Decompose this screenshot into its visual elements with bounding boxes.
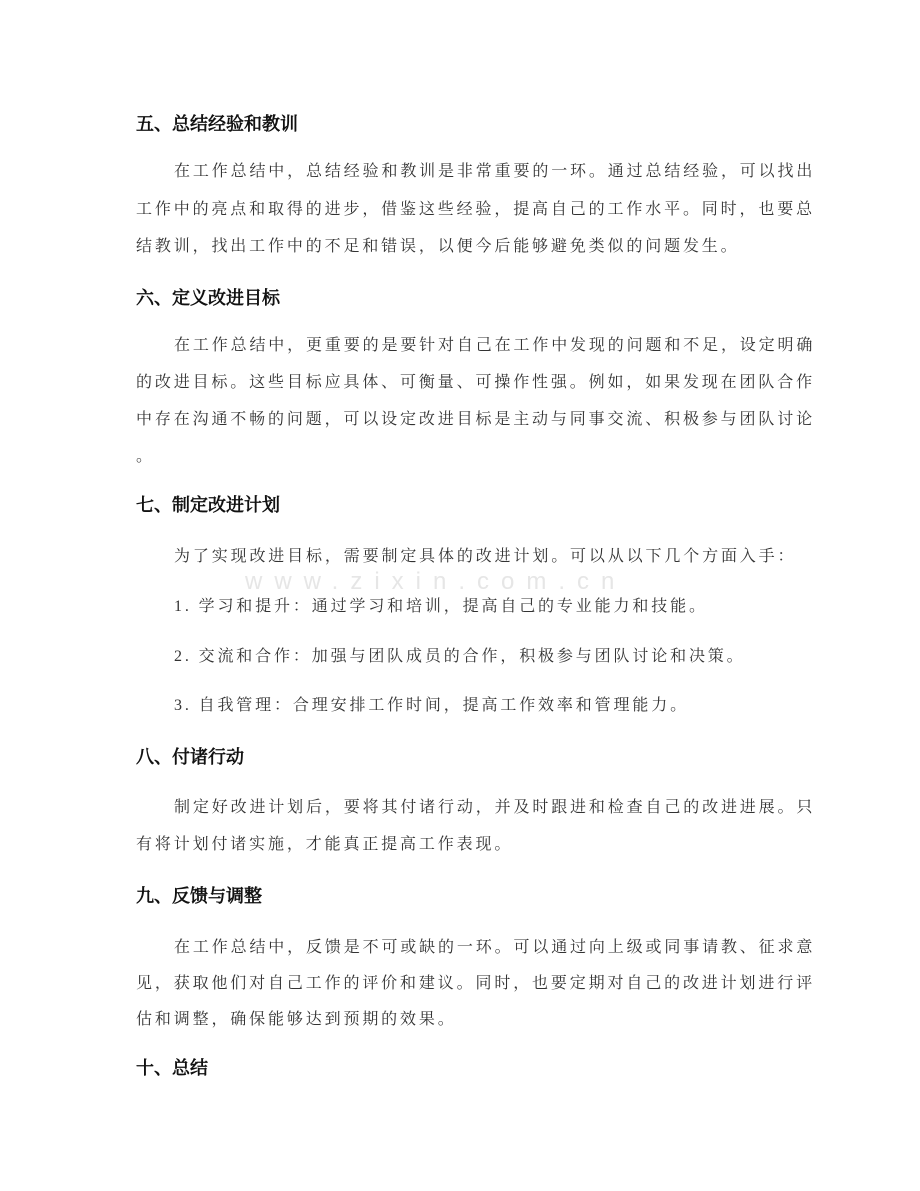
- paragraph-line: 的改进目标。这些目标应具体、可衡量、可操作性强。例如，如果发现在团队合作: [136, 374, 815, 391]
- paragraph-line: 工作中的亮点和取得的进步，借鉴这些经验，提高自己的工作水平。同时，也要总: [136, 201, 815, 218]
- section-heading: 六、定义改进目标: [136, 288, 280, 308]
- paragraph-line: 在工作总结中，反馈是不可或缺的一环。可以通过向上级或同事请教、征求意: [174, 939, 816, 956]
- paragraph-line: 制定好改进计划后，要将其付诸行动，并及时跟进和检查自己的改进进展。只: [174, 799, 816, 816]
- paragraph-line: 见，获取他们对自己工作的评价和建议。同时，也要定期对自己的改进计划进行评: [136, 975, 815, 992]
- paragraph-line: 3. 自我管理：合理安排工作时间，提高工作效率和管理能力。: [174, 697, 689, 714]
- section-heading: 五、总结经验和教训: [136, 114, 298, 134]
- section-heading: 十、总结: [136, 1058, 208, 1078]
- paragraph-line: 估和调整，确保能够达到预期的效果。: [136, 1011, 457, 1028]
- paragraph-line: 有将计划付诸实施，才能真正提高工作表现。: [136, 836, 514, 853]
- paragraph-line: 在工作总结中，更重要的是要针对自己在工作中发现的问题和不足，设定明确: [174, 337, 816, 354]
- paragraph-line: 。: [136, 448, 155, 465]
- paragraph-line: 为了实现改进目标，需要制定具体的改进计划。可以从以下几个方面入手：: [174, 548, 797, 565]
- paragraph-line: 结教训，找出工作中的不足和错误，以便今后能够避免类似的问题发生。: [136, 238, 740, 255]
- section-heading: 七、制定改进计划: [136, 495, 280, 515]
- paragraph-line: 在工作总结中，总结经验和教训是非常重要的一环。通过总结经验，可以找出: [174, 163, 816, 180]
- section-heading: 九、反馈与调整: [136, 886, 262, 906]
- paragraph-line: 2. 交流和合作：加强与团队成员的合作，积极参与团队讨论和决策。: [174, 648, 746, 665]
- paragraph-line: 1. 学习和提升：通过学习和培训，提高自己的专业能力和技能。: [174, 598, 708, 615]
- section-heading: 八、付诸行动: [136, 747, 244, 767]
- paragraph-line: 中存在沟通不畅的问题，可以设定改进目标是主动与同事交流、积极参与团队讨论: [136, 411, 815, 428]
- watermark: www.zixin.com.cn: [245, 568, 627, 595]
